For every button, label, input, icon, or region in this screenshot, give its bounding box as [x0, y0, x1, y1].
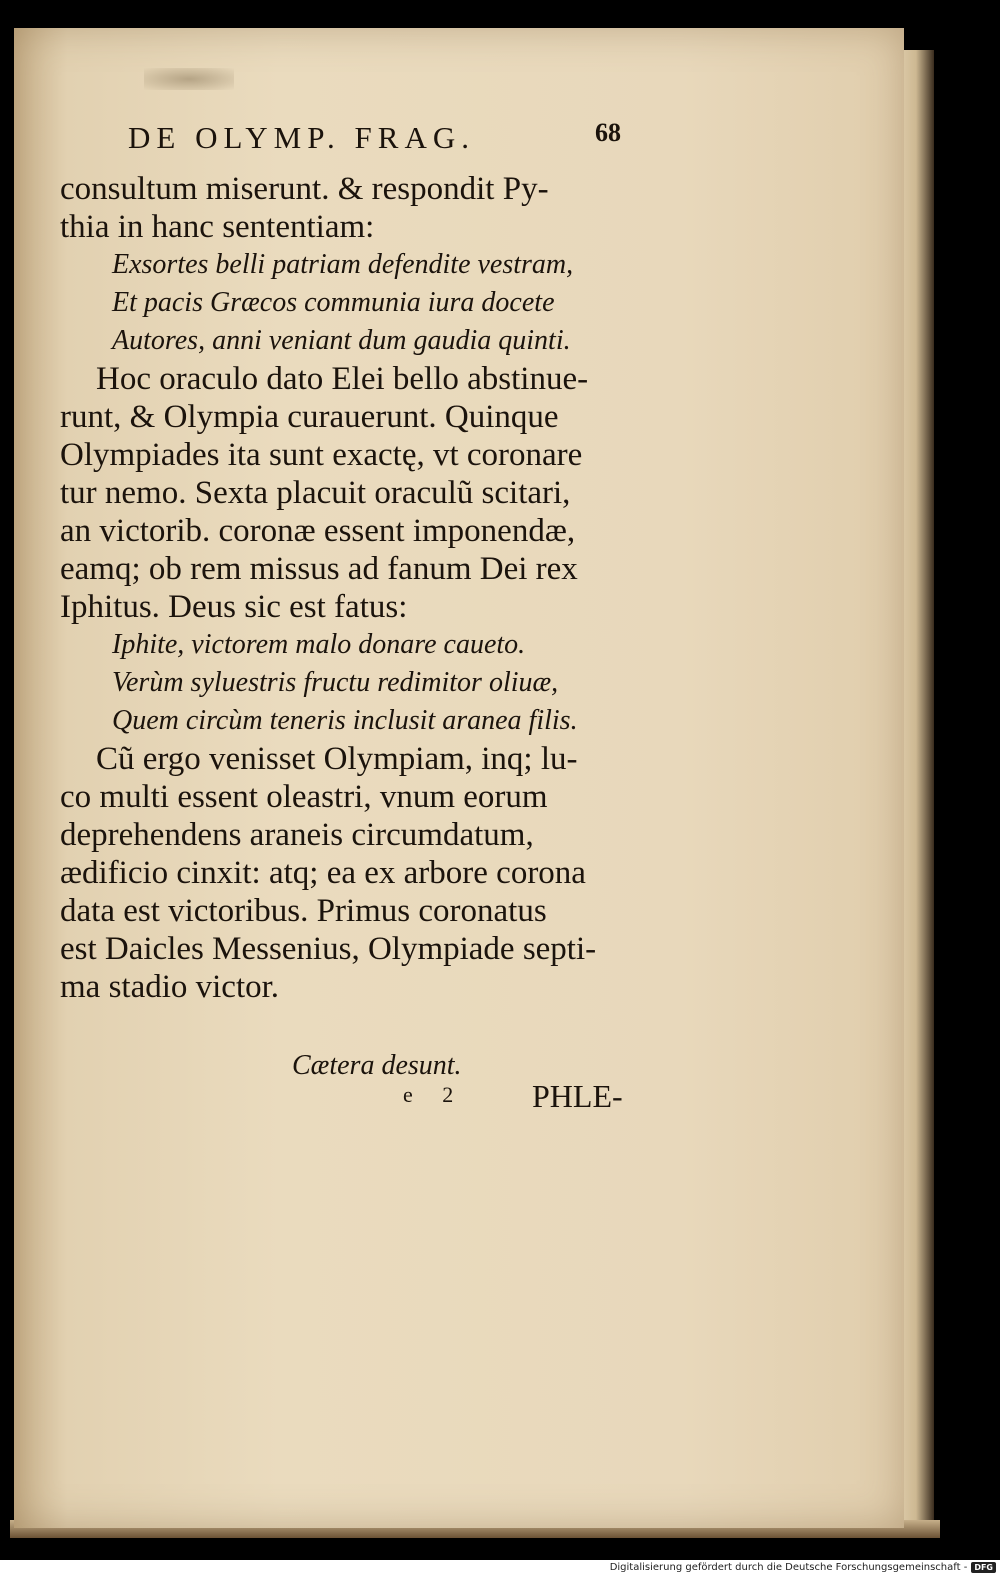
- body-text: [60, 170, 660, 1006]
- text-line: Olympiades ita sunt exactę, vt coronare: [60, 437, 583, 473]
- text-line: Cũ ergo venisset Olympiam, inq; lu-: [96, 741, 578, 777]
- footer-credit: [610, 1562, 996, 1573]
- catchword: PHLE-: [532, 1078, 623, 1114]
- text-line: co multi essent oleastri, vnum eorum: [60, 779, 548, 815]
- signature-mark: e 2: [403, 1082, 466, 1107]
- footer-credit-text: Digitalisierung gefördert durch die Deutsche Forschungsgemeinschaft -: [609, 1562, 968, 1573]
- text-line: tur nemo. Sexta placuit oraculũ scitari,: [60, 475, 571, 511]
- text-line: deprehendens araneis circumdatum,: [60, 817, 534, 853]
- verse-line: Et pacis Græcos communia iura docete: [112, 287, 555, 318]
- verse-line: Exsortes belli patriam defendite vestram,: [112, 249, 574, 280]
- page-number: 68: [595, 118, 621, 147]
- text-line: ma stadio victor.: [60, 969, 280, 1005]
- text-line: an victorib. coronæ essent imponendæ,: [60, 513, 576, 549]
- text-line: Iphitus. Deus sic est fatus:: [60, 589, 408, 625]
- verse-line: Iphite, victorem malo donare caueto.: [112, 629, 526, 660]
- text-line: ædificio cinxit: atq; ea ex arbore corona: [60, 855, 586, 891]
- ink-smudge: [144, 68, 234, 90]
- verse-line: Verùm syluestris fructu redimitor oliuæ,: [112, 667, 559, 698]
- running-title: DE OLYMP. FRAG.: [128, 120, 475, 155]
- cetera-desunt: Cætera desunt.: [292, 1050, 462, 1081]
- verse-line: Quem circùm teneris inclusit aranea filis.: [112, 705, 578, 736]
- text-line: runt, & Olympia curauerunt. Quinque: [60, 399, 559, 435]
- verse-line: Autores, anni veniant dum gaudia quinti.: [112, 325, 571, 356]
- text-line: est Daicles Messenius, Olympiade septi-: [60, 931, 597, 967]
- dfg-logo: DFG: [971, 1562, 996, 1573]
- text-line: consultum miserunt. & respondit Py-: [60, 171, 549, 207]
- text-line: data est victoribus. Primus coronatus: [60, 893, 547, 929]
- text-line: eamq; ob rem missus ad fanum Dei rex: [60, 551, 578, 587]
- text-line: thia in hanc sententiam:: [60, 209, 375, 245]
- text-line: Hoc oraculo dato Elei bello abstinue-: [96, 361, 589, 397]
- page-edge-right: [904, 50, 934, 1530]
